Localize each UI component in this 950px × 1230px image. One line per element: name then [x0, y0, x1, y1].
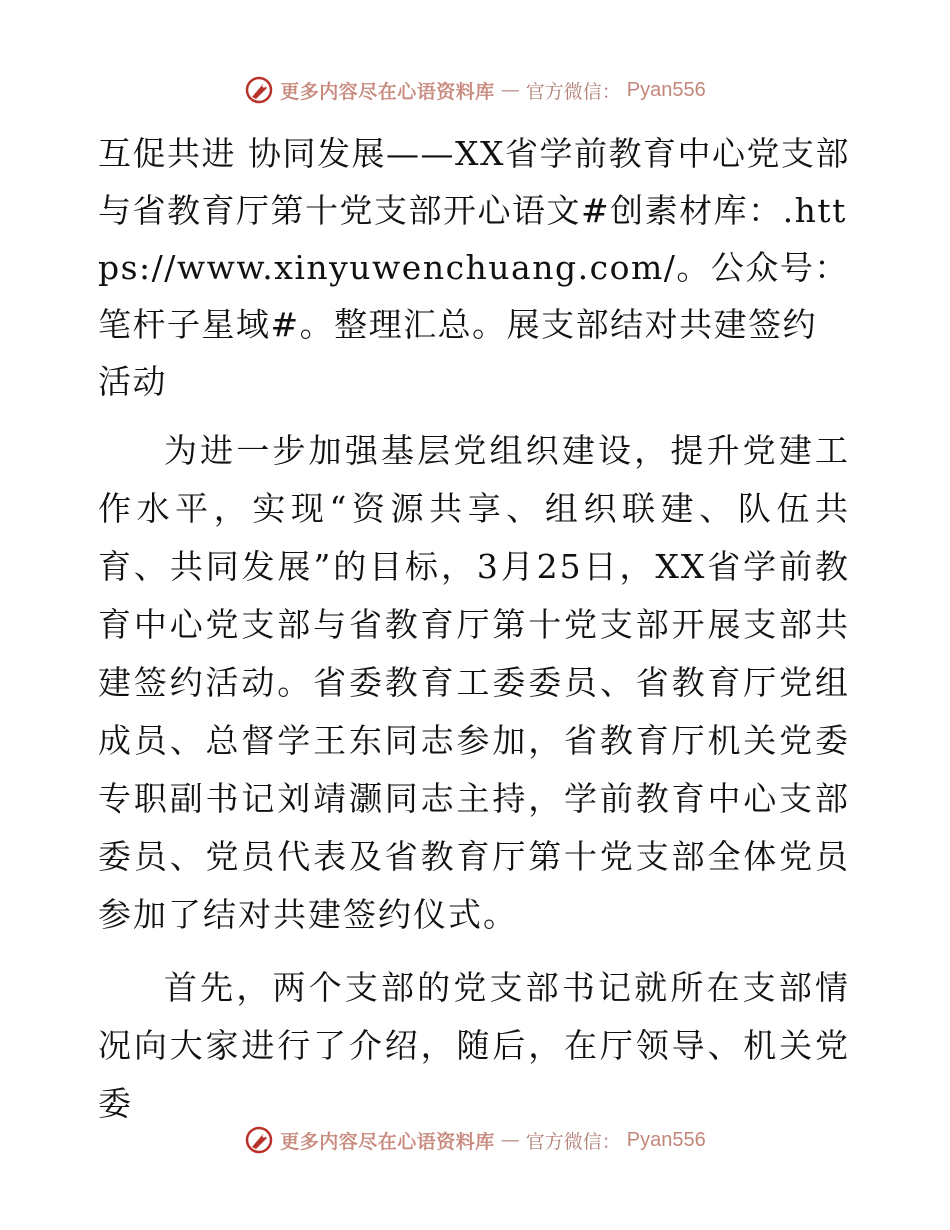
- header-wechat-id: Pyan556: [626, 78, 706, 101]
- header-separator: —: [500, 79, 520, 101]
- pen-logo-icon: [244, 1125, 274, 1155]
- header-banner: [0, 70, 950, 110]
- footer-promo-text: 更多内容尽在心语资料库: [280, 1130, 495, 1153]
- document-title: 互促共进 协同发展——XX省学前教育中心党支部与省教育厅第十党支部开心语文#创素材库：.https://www.xinyuwenchuang.com/。公众号：笔杆子星域#。整理汇总。展支部结对共建签约活动: [98, 134, 850, 401]
- document-body: [98, 125, 850, 1133]
- footer-wechat-id: Pyan556: [626, 1128, 706, 1151]
- pen-logo-icon: [244, 75, 274, 105]
- footer-official-label: 官方微信：: [525, 1130, 621, 1153]
- header-promo-text: 更多内容尽在心语资料库: [280, 80, 495, 103]
- paragraph-2: 首先，两个支部的党支部书记就所在支部情况向大家进行了介绍，随后，在厅领导、机关党委: [98, 968, 850, 1123]
- footer-banner: [0, 1120, 950, 1160]
- paragraph-1: 为进一步加强基层党组织建设，提升党建工作水平，实现“资源共享、组织联建、队伍共育、共同发展”的目标，3月25日，XX省学前教育中心党支部与省教育厅第十党支部开展支部共建签约活动。省委教育工委委员、省教育厅党组成员、总督学王东同志参加，省教育厅机关党委专职副书记刘靖灏同志主持，学前教育中心支部委员、党员代表及省教育厅第十党支部全体党员参加了结对共建签约仪式。: [98, 431, 850, 934]
- header-official-label: 官方微信：: [525, 80, 621, 103]
- footer-separator: —: [500, 1129, 520, 1151]
